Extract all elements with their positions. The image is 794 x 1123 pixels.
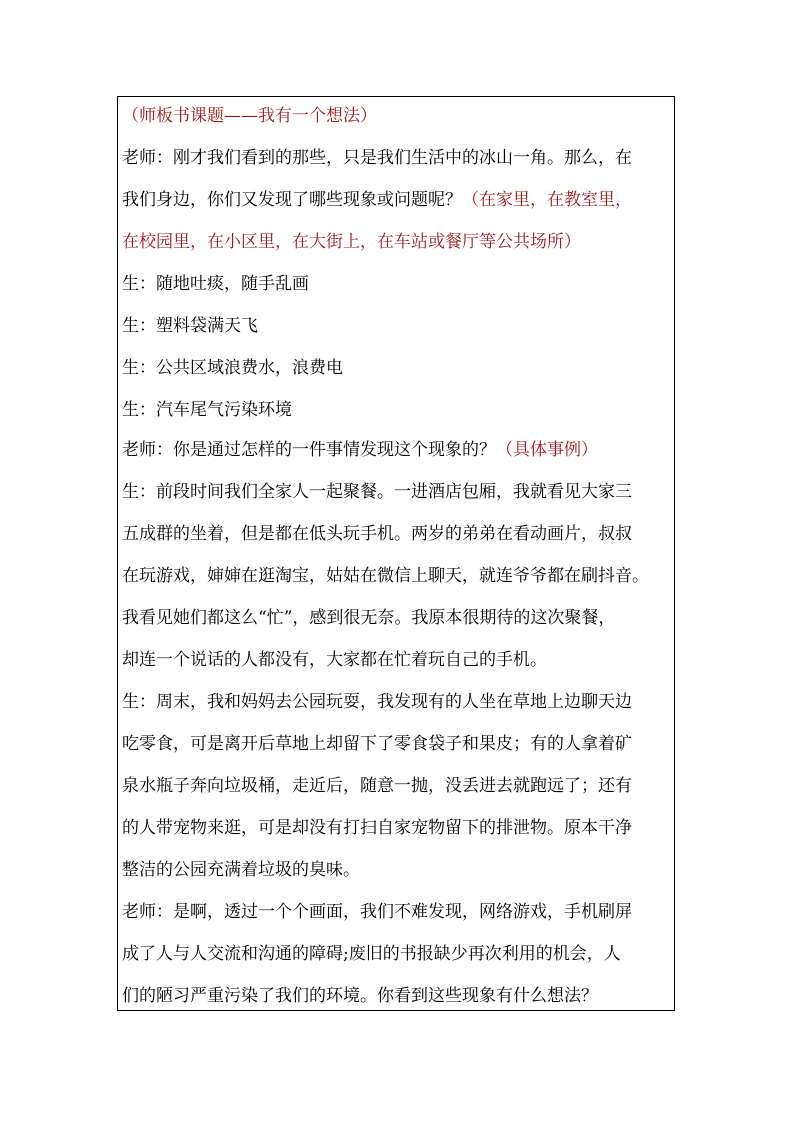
text-span: 五成群的坐着，但是都在低头玩手机。两岁的弟弟在看动画片，叔叔: [122, 524, 632, 544]
text-span: 在玩游戏，婶婶在逛淘宝，姑姑在微信上聊天，就连爷爷都在刷抖音。: [122, 566, 649, 586]
text-span: 生：汽车尾气污染环境: [122, 400, 292, 420]
text-span: 泉水瓶子奔向垃圾桶，走近后，随意一抛，没丢进去就跑远了；还有: [122, 776, 632, 796]
text-span: 成了人与人交流和沟通的障碍;废旧的书报缺少再次利用的机会，人: [122, 944, 621, 964]
text-line: [122, 902, 632, 922]
text-line: [122, 860, 360, 880]
text-span: 生：前段时间我们全家人一起聚餐。一进酒店包厢，我就看见大家三: [122, 482, 632, 502]
text-span: 我看见她们都这么“忙”，感到很无奈。我原本很期待的这次聚餐，: [122, 608, 616, 628]
text-span: 生：周末，我和妈妈去公园玩耍，我发现有的人坐在草地上边聊天边: [122, 692, 632, 712]
text-line: [122, 650, 547, 670]
text-line: [122, 400, 292, 420]
text-line: [122, 734, 632, 754]
text-line: [122, 524, 632, 544]
text-span-highlight: 在校园里，在小区里，在大街上，在车站或餐厅等公共场所）: [122, 232, 581, 252]
text-line: [122, 106, 377, 126]
text-line: [122, 692, 632, 712]
text-line: [122, 274, 309, 294]
text-line: [122, 566, 649, 586]
text-line: [122, 986, 598, 1006]
text-span: 老师：刚才我们看到的那些，只是我们生活中的冰山一角。那么，在: [122, 148, 632, 168]
text-span: 们的陋习严重污染了我们的环境。你看到这些现象有什么想法？: [122, 986, 598, 1006]
text-span: （师板书课题——我有一个想法）: [122, 106, 377, 126]
text-span-highlight: （具体事例）: [496, 440, 598, 460]
text-line: [122, 608, 615, 628]
text-span: 却连一个说话的人都没有，大家都在忙着玩自己的手机。: [122, 650, 547, 670]
text-line: [122, 944, 621, 964]
text-line: [122, 818, 632, 838]
text-line: [122, 232, 581, 252]
text-span: 老师：是啊，透过一个个画面，我们不难发现，网络游戏，手机刷屏: [122, 902, 632, 922]
text-span: 老师：你是通过怎样的一件事情发现这个现象的？: [122, 440, 496, 460]
text-line: [122, 440, 598, 460]
text-span: 生：塑料袋满天飞: [122, 316, 258, 336]
text-span: 整洁的公园充满着垃圾的臭味。: [122, 860, 360, 880]
text-line: [122, 482, 632, 502]
text-line: [122, 190, 632, 210]
text-span: 生：公共区域浪费水，浪费电: [122, 358, 343, 378]
text-line: [122, 316, 258, 336]
text-line: [122, 358, 343, 378]
text-span-highlight: （在家里，在教室里，: [462, 190, 632, 210]
text-span: 的人带宠物来逛，可是却没有打扫自家宠物留下的排泄物。原本干净: [122, 818, 632, 838]
text-span: 我们身边，你们又发现了哪些现象或问题呢？: [122, 190, 462, 210]
text-span: 生：随地吐痰，随手乱画: [122, 274, 309, 294]
text-line: [122, 148, 632, 168]
text-line: [122, 776, 632, 796]
text-span: 吃零食，可是离开后草地上却留下了零食袋子和果皮；有的人拿着矿: [122, 734, 632, 754]
